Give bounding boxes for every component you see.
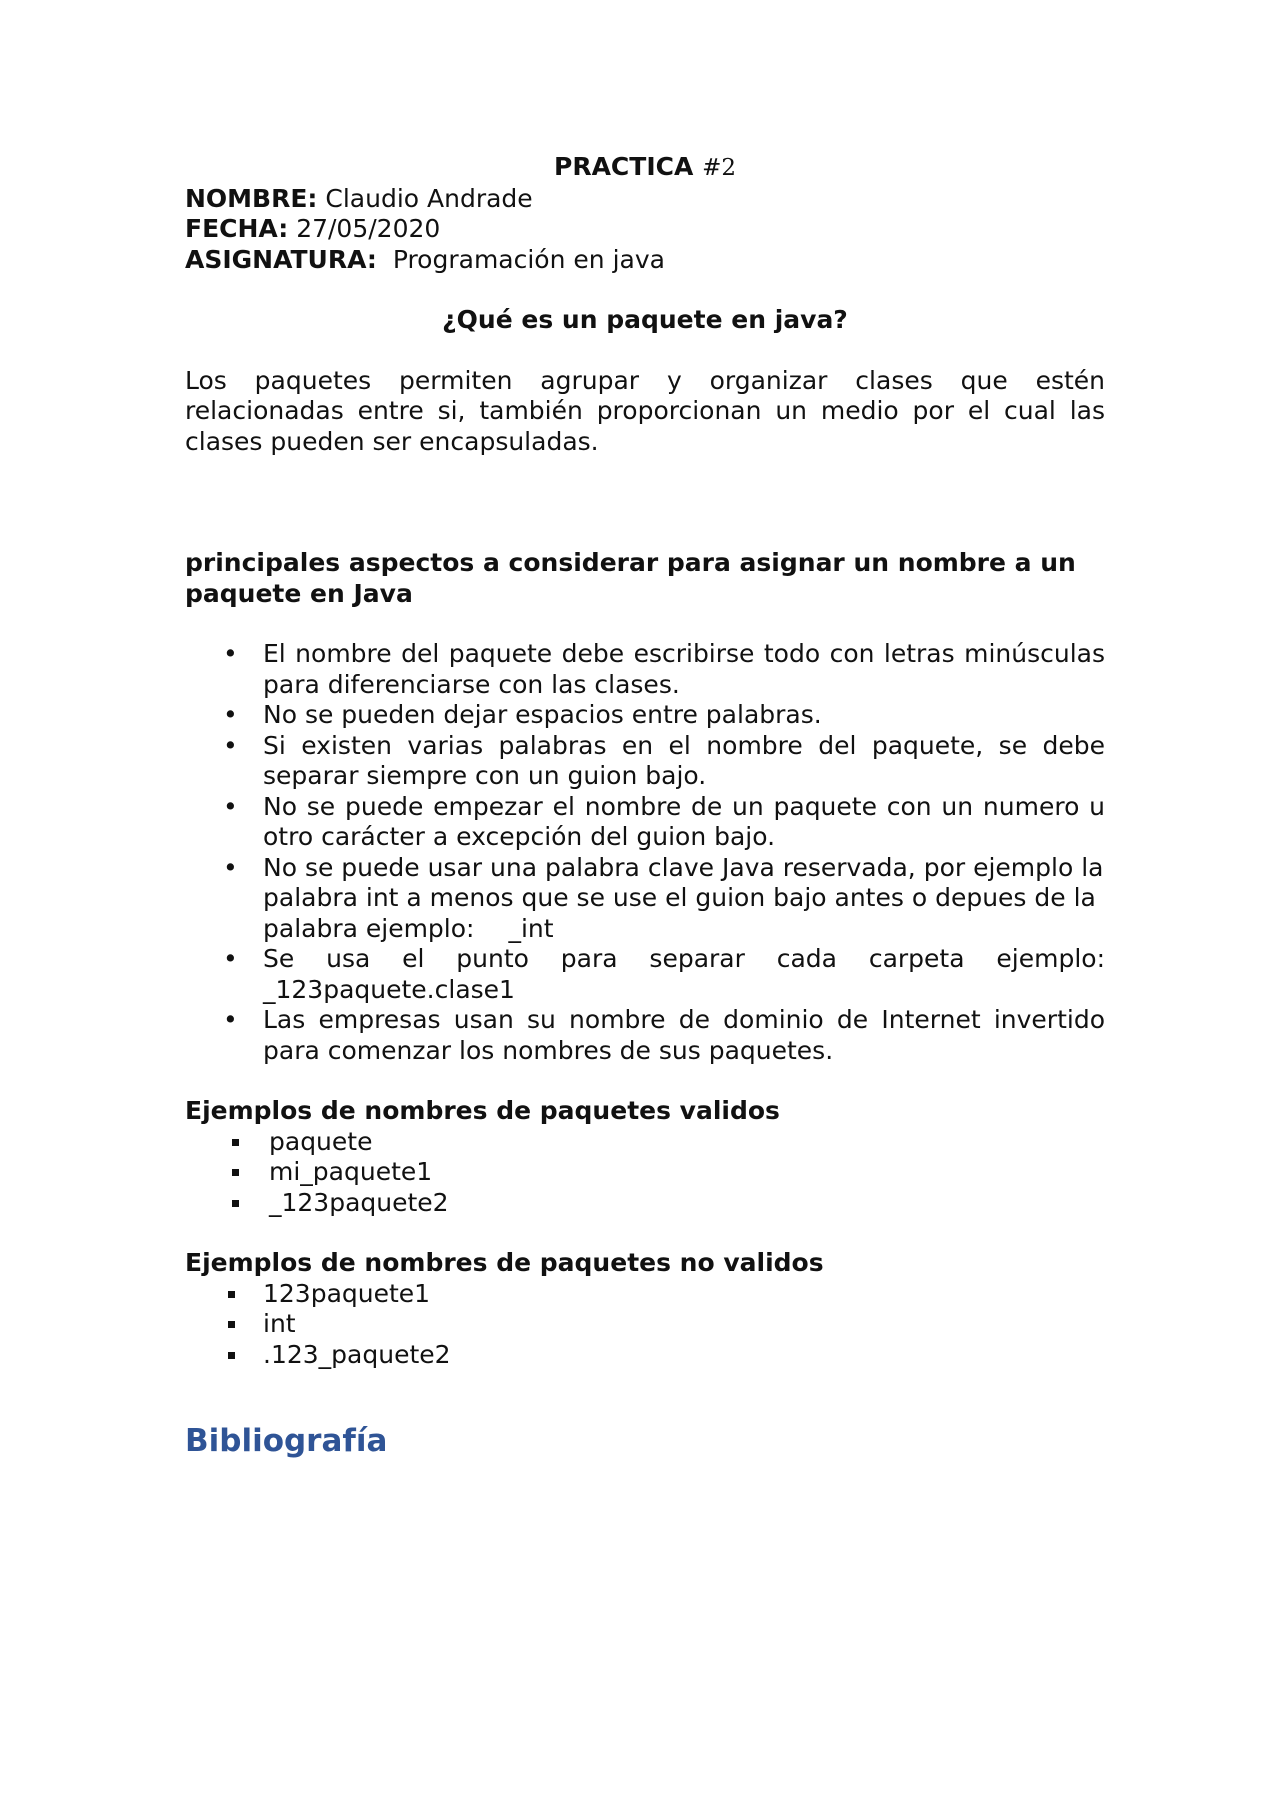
aspect-text: Se usa el punto para separar cada carpeta ejemplo: _123paquete.clase1 — [263, 944, 1105, 1004]
square-bullet-icon — [232, 1139, 239, 1146]
list-item — [185, 1127, 1105, 1158]
square-bullet-icon — [228, 1321, 235, 1328]
name-label: NOMBRE: — [185, 183, 318, 213]
title-number: #2 — [702, 155, 736, 181]
aspect-example: _int — [508, 913, 554, 943]
valid-examples-list — [185, 1127, 1105, 1219]
invalid-examples-heading: Ejemplos de nombres de paquetes no validos — [185, 1248, 824, 1277]
list-item — [185, 1340, 1105, 1371]
list-item — [185, 792, 1105, 853]
question-heading: ¿Qué es un paquete en java? — [442, 305, 848, 334]
document-title — [185, 152, 1105, 184]
bibliography-heading: Bibliografía — [185, 1423, 388, 1459]
list-item — [185, 639, 1105, 700]
list-item — [185, 1157, 1105, 1188]
list-item — [185, 1005, 1105, 1066]
list-item — [185, 853, 1105, 945]
date-value: 27/05/2020 — [288, 214, 441, 243]
example-text: .123_paquete2 — [263, 1339, 451, 1369]
square-bullet-icon — [232, 1169, 239, 1176]
document-page — [185, 152, 1105, 1460]
subject-value: Programación en java — [376, 244, 665, 274]
list-item — [185, 700, 1105, 731]
date-label: FECHA: — [185, 214, 289, 243]
aspect-text: No se puede empezar el nombre de un paquete con un numero u otro carácter a excepción del guion bajo. — [263, 791, 1105, 851]
bullet-icon: • — [223, 639, 238, 668]
list-item — [185, 731, 1105, 792]
list-item — [185, 944, 1105, 1005]
square-bullet-icon — [232, 1200, 239, 1207]
bullet-icon: • — [223, 700, 238, 729]
subject-line — [185, 245, 1105, 276]
aspects-heading: principales aspectos a considerar para asignar un nombre a un paquete en Java — [185, 548, 1076, 608]
list-item — [185, 1188, 1105, 1219]
bullet-icon: • — [223, 852, 238, 882]
bullet-icon: • — [223, 730, 238, 760]
aspect-text: No se pueden dejar espacios entre palabras. — [263, 700, 822, 729]
title-label: PRACTICA — [554, 152, 694, 181]
invalid-examples-list — [185, 1279, 1105, 1371]
aspect-text: El nombre del paquete debe escribirse todo con letras minúsculas para diferenciarse con las clases. — [263, 639, 1105, 699]
aspect-text: Las empresas usan su nombre de dominio de Internet invertido para comenzar los nombres de sus paquetes. — [263, 1005, 1105, 1065]
valid-examples-heading: Ejemplos de nombres de paquetes validos — [185, 1096, 780, 1125]
name-line — [185, 184, 1105, 215]
example-text: _123paquete2 — [269, 1187, 449, 1217]
bullet-icon: • — [223, 944, 238, 973]
subject-label: ASIGNATURA: — [185, 244, 377, 274]
date-line — [185, 214, 1105, 245]
example-text: int — [263, 1309, 296, 1338]
list-item — [185, 1279, 1105, 1310]
square-bullet-icon — [228, 1291, 235, 1298]
aspects-list — [185, 639, 1105, 1066]
example-text: 123paquete1 — [263, 1278, 431, 1308]
bullet-icon: • — [223, 791, 238, 821]
name-value: Claudio Andrade — [317, 183, 533, 213]
aspect-text: Si existen varias palabras en el nombre del paquete, se debe separar siempre con un guion bajo. — [263, 730, 1105, 790]
bullet-icon: • — [223, 1005, 238, 1034]
intro-paragraph: Los paquetes permiten agrupar y organizar clases que estén relacionadas entre si, también proporcionan un medio por el cual las clases pueden ser encapsuladas. — [185, 365, 1105, 456]
example-text: mi_paquete1 — [269, 1157, 433, 1186]
list-item — [185, 1309, 1105, 1340]
square-bullet-icon — [228, 1352, 235, 1359]
example-text: paquete — [269, 1126, 373, 1156]
aspect-text: No se puede usar una palabra clave Java reservada, por ejemplo la palabra int a menos que se use el guion bajo antes o depues de la palabra ejemplo: — [263, 852, 1104, 943]
